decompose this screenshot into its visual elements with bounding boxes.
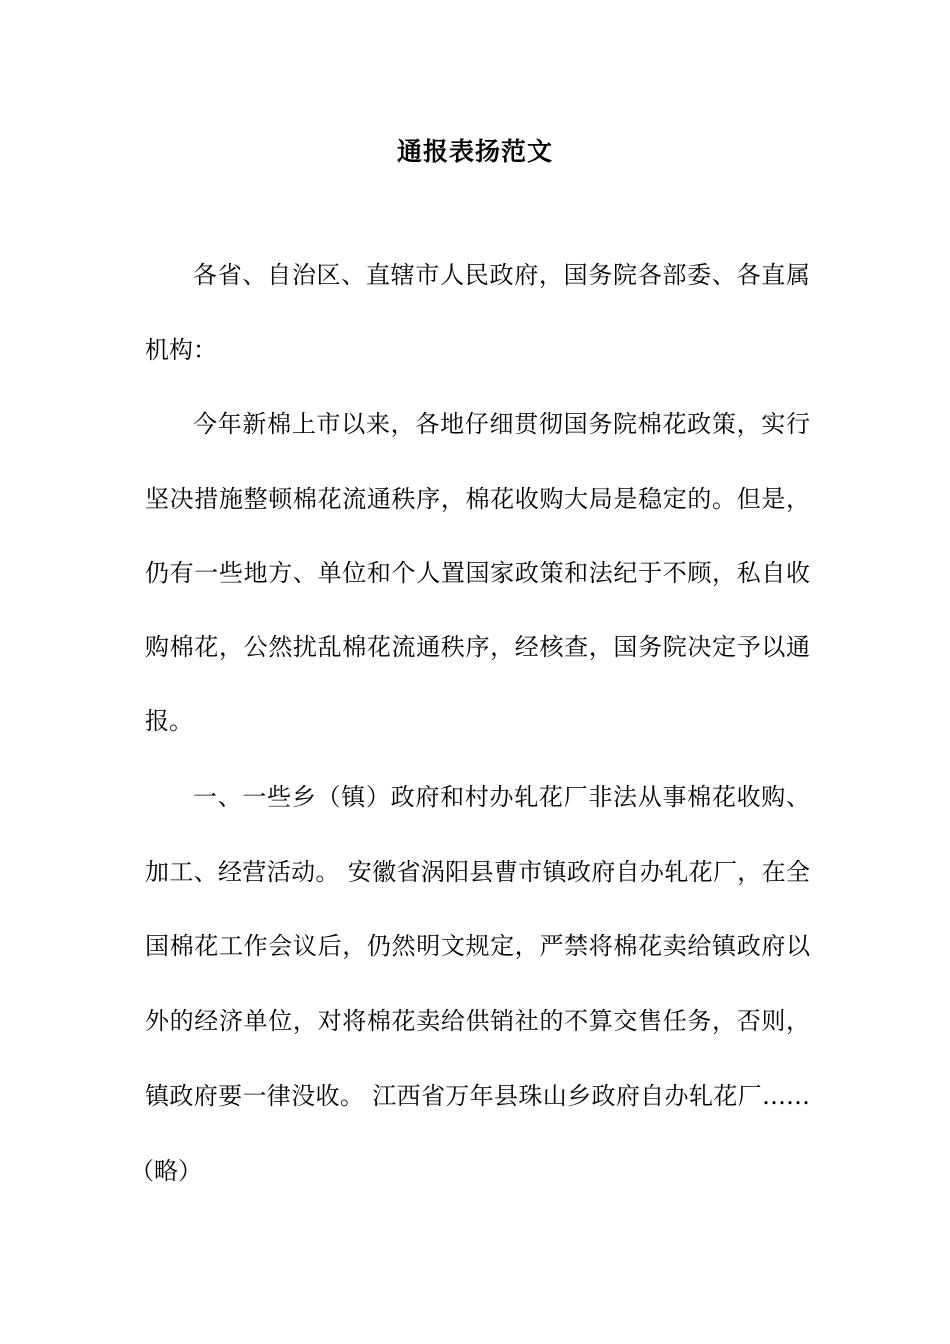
document-title: 通报表扬范文: [396, 137, 553, 166]
paragraph-line: 仍有一些地方、单位和个人置国家政策和法纪于不顾，私自收: [145, 559, 810, 587]
paragraph-line: 各省、自治区、直辖市人民政府，国务院各部委、各直属: [193, 261, 810, 289]
paragraph-line: 购棉花，公然扰乱棉花流通秩序，经核查，国务院决定予以通: [145, 633, 810, 661]
paragraph-line: 坚决措施整顿棉花流通秩序，棉花收购大局是稳定的。但是，: [145, 485, 810, 513]
paragraph-line: 一、一些乡（镇）政府和村办轧花厂非法从事棉花收购、: [193, 783, 810, 811]
paragraph-line: 报。: [145, 707, 193, 735]
paragraph-line: 外的经济单位，对将棉花卖给供销社的不算交售任务，否则，: [145, 1007, 810, 1035]
paragraph-line: 加工、经营活动。 安徽省涡阳县曹市镇政府自办轧花厂，在全: [145, 858, 810, 886]
paragraph-line: 今年新棉上市以来，各地仔细贯彻国务院棉花政策，实行: [193, 410, 810, 438]
paragraph-line: （略）: [130, 1157, 202, 1185]
paragraph-line: 镇政府要一律没收。 江西省万年县珠山乡政府自办轧花厂……: [145, 1082, 810, 1110]
paragraph-line: 国棉花工作会议后，仍然明文规定，严禁将棉花卖给镇政府以: [145, 932, 810, 960]
paragraph-line: 机构：: [145, 336, 217, 364]
